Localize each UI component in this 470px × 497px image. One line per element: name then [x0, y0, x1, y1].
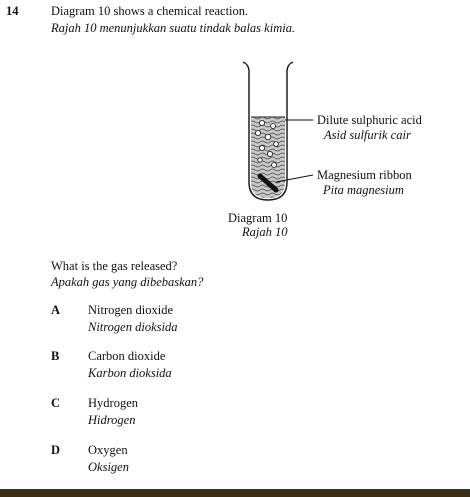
question-number: 14: [6, 4, 19, 18]
option-letter: B: [51, 349, 60, 363]
acid-label-english: Dilute sulphuric acid: [317, 113, 422, 127]
magnesium-label-malay: Pita magnesium: [323, 183, 404, 197]
option-text-malay: Hidrogen: [88, 413, 136, 427]
option-text-english: Carbon dioxide: [88, 349, 166, 363]
option-text-malay: Karbon dioksida: [88, 366, 172, 380]
magnesium-label-english: Magnesium ribbon: [317, 168, 412, 182]
question-stem-english: Diagram 10 shows a chemical reaction.: [51, 4, 249, 18]
question-prompt-malay: Apakah gas yang dibebaskan?: [51, 275, 204, 289]
bottom-border-strip: [0, 489, 470, 497]
option-text-english: Oxygen: [88, 443, 128, 457]
option-letter: A: [51, 303, 61, 317]
option-text-english: Hydrogen: [88, 396, 138, 410]
option-text-malay: Oksigen: [88, 460, 129, 474]
question-stem-malay: Rajah 10 menunjukkan suatu tindak balas kimia.: [51, 21, 296, 35]
question-prompt-english: What is the gas released?: [51, 259, 178, 273]
acid-label-malay: Asid sulfurik cair: [324, 128, 411, 142]
option-letter: C: [51, 396, 61, 410]
diagram-caption-english: Diagram 10: [228, 211, 288, 225]
option-text-malay: Nitrogen dioksida: [88, 320, 178, 334]
diagram-caption-malay: Rajah 10: [242, 225, 288, 239]
option-letter: D: [51, 443, 61, 457]
option-text-english: Nitrogen dioxide: [88, 303, 174, 317]
